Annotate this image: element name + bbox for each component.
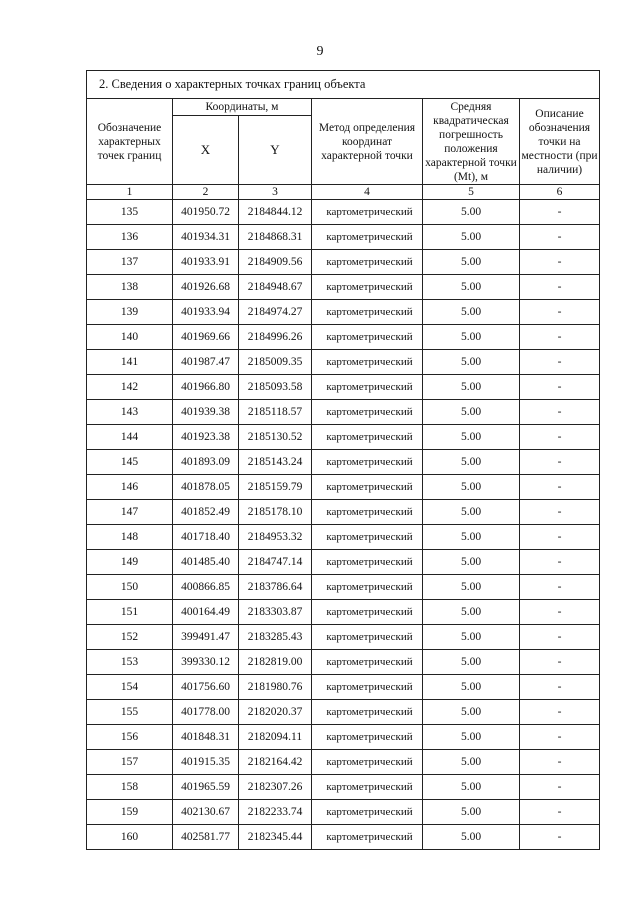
point-number: 159 [87, 800, 173, 825]
coordinate-x: 402130.67 [173, 800, 239, 825]
description-value: - [520, 400, 600, 425]
method-value: картометрический [312, 600, 423, 625]
coordinate-y: 2182345.44 [239, 825, 312, 850]
coordinate-x: 399330.12 [173, 650, 239, 675]
table-row [87, 725, 600, 750]
method-value: картометрический [312, 525, 423, 550]
method-value: картометрический [312, 675, 423, 700]
table-row [87, 475, 600, 500]
coordinate-y: 2184868.31 [239, 225, 312, 250]
table-row [87, 275, 600, 300]
table-row [87, 400, 600, 425]
accuracy-value: 5.00 [423, 275, 520, 300]
coordinate-y: 2185118.57 [239, 400, 312, 425]
coordinate-y: 2185093.58 [239, 375, 312, 400]
description-value: - [520, 775, 600, 800]
coordinate-x: 401852.49 [173, 500, 239, 525]
coordinate-x: 401933.94 [173, 300, 239, 325]
accuracy-value: 5.00 [423, 750, 520, 775]
coordinate-x: 402581.77 [173, 825, 239, 850]
method-value: картометрический [312, 300, 423, 325]
column-number: 3 [239, 185, 312, 200]
method-value: картометрический [312, 325, 423, 350]
table-row [87, 550, 600, 575]
coordinate-x: 401878.05 [173, 475, 239, 500]
method-value: картометрический [312, 475, 423, 500]
table-row [87, 650, 600, 675]
method-value: картометрический [312, 800, 423, 825]
header-y: Y [239, 116, 312, 185]
description-value: - [520, 225, 600, 250]
accuracy-value: 5.00 [423, 600, 520, 625]
table-row [87, 575, 600, 600]
coordinate-x: 401485.40 [173, 550, 239, 575]
accuracy-value: 5.00 [423, 775, 520, 800]
point-number: 140 [87, 325, 173, 350]
accuracy-value: 5.00 [423, 425, 520, 450]
table-body [87, 200, 600, 850]
column-numbers-row [87, 185, 600, 200]
coordinate-x: 401923.38 [173, 425, 239, 450]
table-row [87, 675, 600, 700]
method-value: картометрический [312, 250, 423, 275]
method-value: картометрический [312, 200, 423, 225]
coordinate-y: 2183303.87 [239, 600, 312, 625]
description-value: - [520, 200, 600, 225]
point-number: 147 [87, 500, 173, 525]
accuracy-value: 5.00 [423, 375, 520, 400]
table-row [87, 200, 600, 225]
coordinate-x: 401987.47 [173, 350, 239, 375]
point-number: 139 [87, 300, 173, 325]
coordinate-x: 400164.49 [173, 600, 239, 625]
method-value: картометрический [312, 775, 423, 800]
coordinate-y: 2185159.79 [239, 475, 312, 500]
description-value: - [520, 550, 600, 575]
coordinate-x: 401934.31 [173, 225, 239, 250]
table-row [87, 300, 600, 325]
description-value: - [520, 275, 600, 300]
table-row [87, 250, 600, 275]
point-number: 151 [87, 600, 173, 625]
method-value: картометрический [312, 575, 423, 600]
point-number: 153 [87, 650, 173, 675]
table-row [87, 225, 600, 250]
coordinate-x: 401848.31 [173, 725, 239, 750]
table-row [87, 450, 600, 475]
table-row [87, 800, 600, 825]
table-row [87, 525, 600, 550]
accuracy-value: 5.00 [423, 650, 520, 675]
description-value: - [520, 725, 600, 750]
point-number: 145 [87, 450, 173, 475]
description-value: - [520, 625, 600, 650]
section-title: 2. Сведения о характерных точках границ объекта [87, 71, 600, 99]
coordinate-y: 2182307.26 [239, 775, 312, 800]
point-number: 150 [87, 575, 173, 600]
header-coordinates: Координаты, м [173, 99, 312, 116]
point-number: 148 [87, 525, 173, 550]
description-value: - [520, 800, 600, 825]
coordinate-x: 401966.80 [173, 375, 239, 400]
accuracy-value: 5.00 [423, 300, 520, 325]
coordinate-x: 401718.40 [173, 525, 239, 550]
coordinate-y: 2185178.10 [239, 500, 312, 525]
coordinate-x: 399491.47 [173, 625, 239, 650]
coordinate-x: 401893.09 [173, 450, 239, 475]
point-number: 158 [87, 775, 173, 800]
point-number: 141 [87, 350, 173, 375]
accuracy-value: 5.00 [423, 575, 520, 600]
method-value: картометрический [312, 375, 423, 400]
accuracy-value: 5.00 [423, 225, 520, 250]
coordinate-y: 2184974.27 [239, 300, 312, 325]
method-value: картометрический [312, 700, 423, 725]
coordinate-y: 2182020.37 [239, 700, 312, 725]
table-row [87, 825, 600, 850]
coordinate-y: 2184948.67 [239, 275, 312, 300]
description-value: - [520, 600, 600, 625]
table-row [87, 600, 600, 625]
coordinate-x: 401756.60 [173, 675, 239, 700]
description-value: - [520, 475, 600, 500]
description-value: - [520, 750, 600, 775]
description-value: - [520, 300, 600, 325]
coordinate-y: 2182819.00 [239, 650, 312, 675]
column-number: 6 [520, 185, 600, 200]
accuracy-value: 5.00 [423, 400, 520, 425]
accuracy-value: 5.00 [423, 250, 520, 275]
accuracy-value: 5.00 [423, 550, 520, 575]
coordinate-y: 2184953.32 [239, 525, 312, 550]
description-value: - [520, 375, 600, 400]
point-number: 143 [87, 400, 173, 425]
coordinate-y: 2182233.74 [239, 800, 312, 825]
description-value: - [520, 500, 600, 525]
method-value: картометрический [312, 725, 423, 750]
point-number: 144 [87, 425, 173, 450]
column-number: 2 [173, 185, 239, 200]
method-value: картометрический [312, 450, 423, 475]
table-row [87, 775, 600, 800]
method-value: картометрический [312, 625, 423, 650]
table-row [87, 375, 600, 400]
accuracy-value: 5.00 [423, 325, 520, 350]
accuracy-value: 5.00 [423, 725, 520, 750]
page-number: 9 [316, 44, 324, 59]
table-row [87, 325, 600, 350]
header-accuracy: Средняя квадратическая погрешность положения характерной точки (Mt), м [423, 99, 520, 185]
point-number: 136 [87, 225, 173, 250]
accuracy-value: 5.00 [423, 450, 520, 475]
coordinate-x: 401933.91 [173, 250, 239, 275]
table-row [87, 750, 600, 775]
accuracy-value: 5.00 [423, 700, 520, 725]
coordinate-y: 2181980.76 [239, 675, 312, 700]
point-number: 154 [87, 675, 173, 700]
description-value: - [520, 650, 600, 675]
method-value: картометрический [312, 500, 423, 525]
point-number: 157 [87, 750, 173, 775]
coordinate-y: 2183285.43 [239, 625, 312, 650]
method-value: картометрический [312, 275, 423, 300]
table-row [87, 425, 600, 450]
method-value: картометрический [312, 550, 423, 575]
accuracy-value: 5.00 [423, 800, 520, 825]
point-number: 135 [87, 200, 173, 225]
coordinate-x: 401926.68 [173, 275, 239, 300]
coordinate-y: 2184844.12 [239, 200, 312, 225]
coordinate-y: 2185009.35 [239, 350, 312, 375]
point-number: 152 [87, 625, 173, 650]
column-number: 5 [423, 185, 520, 200]
method-value: картометрический [312, 400, 423, 425]
table-row [87, 625, 600, 650]
description-value: - [520, 450, 600, 475]
description-value: - [520, 525, 600, 550]
accuracy-value: 5.00 [423, 350, 520, 375]
table-row [87, 500, 600, 525]
coordinate-x: 401969.66 [173, 325, 239, 350]
accuracy-value: 5.00 [423, 500, 520, 525]
column-number: 4 [312, 185, 423, 200]
header-designation: Обозначение характерных точек границ [87, 99, 173, 185]
coordinate-x: 401778.00 [173, 700, 239, 725]
header-description: Описание обозначения точки на местности (при наличии) [520, 99, 600, 185]
point-number: 146 [87, 475, 173, 500]
description-value: - [520, 825, 600, 850]
description-value: - [520, 575, 600, 600]
method-value: картометрический [312, 425, 423, 450]
coordinate-y: 2185143.24 [239, 450, 312, 475]
coordinate-y: 2184747.14 [239, 550, 312, 575]
accuracy-value: 5.00 [423, 475, 520, 500]
coordinate-y: 2182164.42 [239, 750, 312, 775]
coordinate-y: 2185130.52 [239, 425, 312, 450]
method-value: картометрический [312, 225, 423, 250]
description-value: - [520, 325, 600, 350]
description-value: - [520, 425, 600, 450]
point-number: 155 [87, 700, 173, 725]
description-value: - [520, 675, 600, 700]
coordinate-x: 401965.59 [173, 775, 239, 800]
description-value: - [520, 700, 600, 725]
method-value: картометрический [312, 650, 423, 675]
table-row [87, 350, 600, 375]
method-value: картометрический [312, 750, 423, 775]
coordinate-x: 401915.35 [173, 750, 239, 775]
accuracy-value: 5.00 [423, 200, 520, 225]
point-number: 138 [87, 275, 173, 300]
point-number: 137 [87, 250, 173, 275]
coordinate-x: 401950.72 [173, 200, 239, 225]
coordinate-x: 400866.85 [173, 575, 239, 600]
header-method: Метод определения координат характерной точки [312, 99, 423, 185]
coordinate-x: 401939.38 [173, 400, 239, 425]
description-value: - [520, 350, 600, 375]
coordinate-y: 2182094.11 [239, 725, 312, 750]
accuracy-value: 5.00 [423, 675, 520, 700]
boundary-points-table [86, 70, 600, 850]
method-value: картометрический [312, 350, 423, 375]
accuracy-value: 5.00 [423, 825, 520, 850]
table-row [87, 700, 600, 725]
method-value: картометрический [312, 825, 423, 850]
header-x: X [173, 116, 239, 185]
point-number: 149 [87, 550, 173, 575]
coordinate-y: 2183786.64 [239, 575, 312, 600]
accuracy-value: 5.00 [423, 525, 520, 550]
point-number: 142 [87, 375, 173, 400]
column-number: 1 [87, 185, 173, 200]
coordinate-y: 2184996.26 [239, 325, 312, 350]
point-number: 156 [87, 725, 173, 750]
description-value: - [520, 250, 600, 275]
point-number: 160 [87, 825, 173, 850]
accuracy-value: 5.00 [423, 625, 520, 650]
coordinate-y: 2184909.56 [239, 250, 312, 275]
